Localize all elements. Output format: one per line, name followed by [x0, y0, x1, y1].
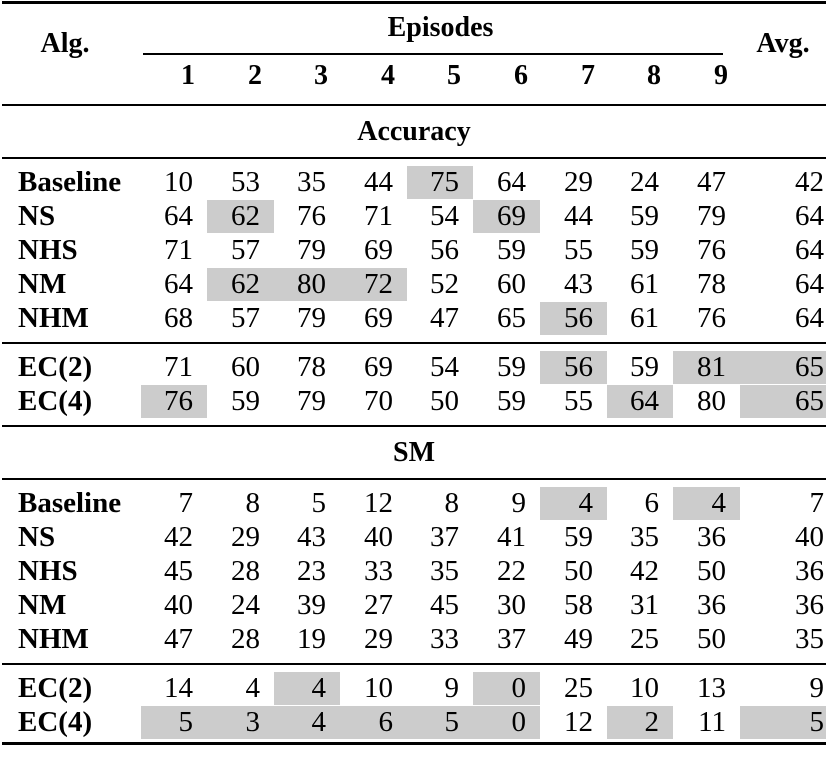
value-cell: 69: [473, 200, 540, 233]
value-cell: 79: [297, 234, 326, 266]
value-cell: 78: [297, 351, 326, 383]
algorithm-label: NHS: [18, 555, 78, 587]
avg-cell: 64: [795, 268, 824, 300]
value-cell: 9: [444, 672, 459, 704]
value-cell: 41: [497, 521, 526, 553]
episode-number-1: 1: [181, 60, 195, 91]
value-cell: 4: [673, 487, 740, 520]
value-cell: 43: [564, 268, 593, 300]
value-cell: 24: [231, 589, 260, 621]
avg-cell: 64: [795, 234, 824, 266]
avg-cell: 36: [795, 589, 824, 621]
value-cell: 64: [607, 385, 673, 418]
section-title: Accuracy: [357, 116, 471, 147]
algorithm-label: EC(2): [18, 351, 93, 383]
value-cell: 27: [364, 589, 393, 621]
algorithm-label: NS: [18, 200, 56, 232]
value-cell: 42: [630, 555, 659, 587]
value-cell: 5: [407, 706, 473, 739]
value-cell: 49: [564, 623, 593, 655]
episode-number-4: 4: [381, 60, 395, 91]
value-cell: 5: [141, 706, 207, 739]
value-cell: 47: [430, 302, 459, 334]
value-cell: 35: [630, 521, 659, 553]
value-cell: 59: [231, 385, 260, 417]
value-cell: 55: [564, 385, 593, 417]
section-title: SM: [393, 437, 435, 468]
value-cell: 8: [444, 487, 459, 519]
value-cell: 10: [164, 166, 193, 198]
value-cell: 40: [164, 589, 193, 621]
value-cell: 9: [511, 487, 526, 519]
value-cell: 10: [364, 672, 393, 704]
avg-cell: 5: [740, 706, 826, 739]
value-cell: 28: [231, 623, 260, 655]
value-cell: 6: [644, 487, 659, 519]
value-cell: 79: [697, 200, 726, 232]
value-cell: 5: [311, 487, 326, 519]
value-cell: 59: [630, 234, 659, 266]
value-cell: 3: [207, 706, 274, 739]
algorithm-label: NM: [18, 268, 67, 300]
value-cell: 44: [364, 166, 393, 198]
avg-cell: 35: [795, 623, 824, 655]
algorithm-label: NHM: [18, 302, 89, 334]
algorithm-label: NS: [18, 521, 56, 553]
value-cell: 47: [697, 166, 726, 198]
algorithm-label: NHM: [18, 623, 89, 655]
episode-number-2: 2: [248, 60, 262, 91]
value-cell: 40: [364, 521, 393, 553]
value-cell: 72: [340, 268, 407, 301]
value-cell: 13: [697, 672, 726, 704]
value-cell: 54: [430, 351, 459, 383]
value-cell: 64: [164, 200, 193, 232]
value-cell: 42: [164, 521, 193, 553]
avg-cell: 64: [795, 200, 824, 232]
value-cell: 58: [564, 589, 593, 621]
value-cell: 6: [340, 706, 407, 739]
episode-number-9: 9: [714, 60, 728, 91]
algorithm-label: Baseline: [18, 166, 122, 198]
value-cell: 59: [497, 385, 526, 417]
value-cell: 0: [473, 672, 540, 705]
value-cell: 45: [430, 589, 459, 621]
value-cell: 2: [607, 706, 673, 739]
algorithm-label: EC(4): [18, 706, 93, 738]
value-cell: 14: [164, 672, 193, 704]
alg-header: Alg.: [40, 28, 90, 59]
value-cell: 53: [231, 166, 260, 198]
avg-cell: 36: [795, 555, 824, 587]
episode-number-5: 5: [447, 60, 461, 91]
value-cell: 75: [407, 166, 473, 199]
bottom-rule: [2, 742, 826, 745]
value-cell: 60: [231, 351, 260, 383]
value-cell: 76: [697, 302, 726, 334]
value-cell: 65: [497, 302, 526, 334]
value-cell: 55: [564, 234, 593, 266]
value-cell: 79: [297, 302, 326, 334]
algorithm-label: NHS: [18, 234, 78, 266]
value-cell: 52: [430, 268, 459, 300]
value-cell: 68: [164, 302, 193, 334]
value-cell: 76: [697, 234, 726, 266]
value-cell: 29: [564, 166, 593, 198]
value-cell: 23: [297, 555, 326, 587]
value-cell: 61: [630, 302, 659, 334]
value-cell: 57: [231, 302, 260, 334]
value-cell: 4: [245, 672, 260, 704]
group-rule: [2, 342, 826, 344]
value-cell: 0: [473, 706, 540, 739]
value-cell: 29: [231, 521, 260, 553]
episode-number-7: 7: [581, 60, 595, 91]
value-cell: 61: [630, 268, 659, 300]
value-cell: 59: [630, 200, 659, 232]
value-cell: 69: [364, 351, 393, 383]
value-cell: 59: [497, 234, 526, 266]
value-cell: 22: [497, 555, 526, 587]
episodes-header: Episodes: [387, 12, 494, 43]
value-cell: 35: [430, 555, 459, 587]
value-cell: 80: [274, 268, 340, 301]
value-cell: 33: [364, 555, 393, 587]
value-cell: 56: [540, 351, 607, 384]
value-cell: 57: [231, 234, 260, 266]
value-cell: 56: [540, 302, 607, 335]
value-cell: 45: [164, 555, 193, 587]
value-cell: 31: [630, 589, 659, 621]
value-cell: 59: [497, 351, 526, 383]
value-cell: 33: [430, 623, 459, 655]
value-cell: 60: [497, 268, 526, 300]
value-cell: 69: [364, 302, 393, 334]
value-cell: 25: [630, 623, 659, 655]
avg-cell: 9: [809, 672, 824, 704]
top-rule: [2, 1, 826, 4]
value-cell: 28: [231, 555, 260, 587]
episode-number-3: 3: [314, 60, 328, 91]
value-cell: 39: [297, 589, 326, 621]
value-cell: 71: [164, 234, 193, 266]
value-cell: 29: [364, 623, 393, 655]
algorithm-label: EC(4): [18, 385, 93, 417]
value-cell: 54: [430, 200, 459, 232]
value-cell: 62: [207, 268, 274, 301]
value-cell: 59: [564, 521, 593, 553]
value-cell: 4: [274, 672, 340, 705]
value-cell: 76: [297, 200, 326, 232]
value-cell: 4: [274, 706, 340, 739]
value-cell: 8: [245, 487, 260, 519]
value-cell: 70: [364, 385, 393, 417]
value-cell: 62: [207, 200, 274, 233]
group-rule: [2, 663, 826, 665]
value-cell: 35: [297, 166, 326, 198]
value-cell: 37: [497, 623, 526, 655]
value-cell: 78: [697, 268, 726, 300]
value-cell: 10: [630, 672, 659, 704]
value-cell: 69: [364, 234, 393, 266]
value-cell: 71: [164, 351, 193, 383]
value-cell: 43: [297, 521, 326, 553]
value-cell: 19: [297, 623, 326, 655]
episodes-cmidrule: [143, 53, 723, 55]
value-cell: 56: [430, 234, 459, 266]
group-rule: [2, 157, 826, 159]
value-cell: 50: [430, 385, 459, 417]
value-cell: 12: [364, 487, 393, 519]
value-cell: 24: [630, 166, 659, 198]
avg-header: Avg.: [756, 28, 810, 59]
value-cell: 76: [141, 385, 207, 418]
value-cell: 47: [164, 623, 193, 655]
value-cell: 30: [497, 589, 526, 621]
value-cell: 36: [697, 589, 726, 621]
value-cell: 71: [364, 200, 393, 232]
value-cell: 80: [697, 385, 726, 417]
avg-cell: 65: [740, 385, 826, 418]
value-cell: 12: [564, 706, 593, 738]
avg-cell: 64: [795, 302, 824, 334]
value-cell: 59: [630, 351, 659, 383]
value-cell: 79: [297, 385, 326, 417]
value-cell: 81: [673, 351, 740, 384]
section-rule: [2, 104, 826, 106]
value-cell: 50: [697, 623, 726, 655]
value-cell: 44: [564, 200, 593, 232]
value-cell: 4: [540, 487, 607, 520]
algorithm-label: Baseline: [18, 487, 122, 519]
episode-number-8: 8: [647, 60, 661, 91]
algorithm-label: EC(2): [18, 672, 93, 704]
value-cell: 50: [697, 555, 726, 587]
value-cell: 50: [564, 555, 593, 587]
value-cell: 37: [430, 521, 459, 553]
avg-cell: 7: [809, 487, 824, 519]
value-cell: 11: [698, 706, 726, 738]
algorithm-label: NM: [18, 589, 67, 621]
value-cell: 36: [697, 521, 726, 553]
value-cell: 64: [164, 268, 193, 300]
section-rule: [2, 425, 826, 427]
value-cell: 64: [497, 166, 526, 198]
avg-cell: 40: [795, 521, 824, 553]
avg-cell: 65: [740, 351, 826, 384]
avg-cell: 42: [795, 166, 824, 198]
episode-number-6: 6: [514, 60, 528, 91]
value-cell: 25: [564, 672, 593, 704]
group-rule: [2, 478, 826, 480]
value-cell: 7: [178, 487, 193, 519]
